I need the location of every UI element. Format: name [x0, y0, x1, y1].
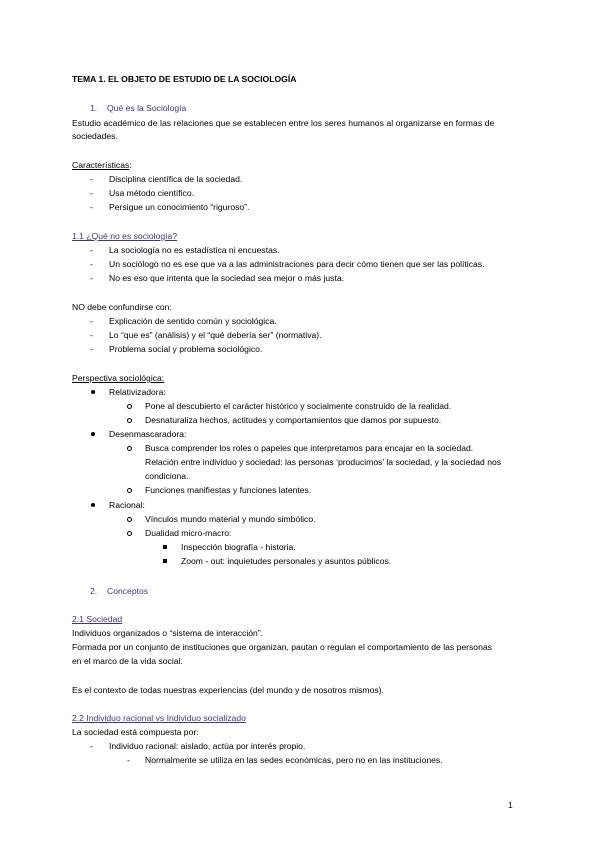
racional-label: Racional: — [109, 500, 145, 510]
desenmascaradora-label: Desenmascaradora: — [109, 429, 187, 439]
sociedad-line-1: Individuos organizados o “sistema de interacción”. — [72, 628, 264, 638]
bullet-dot-icon — [91, 503, 95, 507]
caracteristicas-heading — [72, 160, 132, 171]
desenmascaradora-item-2: Funciones manifiestas y funciones latentes. — [145, 485, 312, 495]
desenmascaradora-item-line-3: condiciona. — [145, 471, 189, 481]
relativizadora-item: Pone al descubierto el carácter histórico y socialmente construido de la realidad. — [145, 401, 452, 411]
section-1-number: 1. — [90, 103, 98, 113]
sociology-definition-line-1: Estudio académico de las relaciones que se establecen entre los seres humanos al organizarse en formas de — [72, 118, 495, 128]
bullet-circle-icon — [127, 517, 132, 522]
no-es-item: No es eso que intenta que la sociedad sea mejor o más justa. — [109, 273, 345, 283]
confundir-item: Explicación de sentido común y sociológica. — [109, 316, 277, 326]
individuo-racional-item: Individuo racional: aislado, actúa por interés propio. — [109, 741, 306, 751]
dash-bullet: - — [90, 273, 93, 283]
bullet-dot-icon — [91, 432, 95, 436]
caracteristica-item: Persigue un conocimiento “riguroso”. — [109, 202, 250, 212]
racional-sub-item: Inspección biografía - historia. — [181, 542, 296, 552]
section-1-heading: Qué es la Sociología — [107, 103, 187, 113]
sociedad-line-2: Formada por un conjunto de instituciones que organizan, pautan o regulan el comportamiento de las personas — [72, 642, 492, 652]
page-number: 1 — [508, 800, 513, 810]
racional-sub-item: Zoom - out: inquietudes personales y asuntos públicos. — [181, 556, 392, 566]
dash-bullet: - — [90, 741, 93, 751]
relativizadora-item: Desnaturaliza hechos, actitudes y comportamientos que damos por supuesto. — [145, 415, 442, 425]
caracteristica-item: Disciplina científica de la sociedad. — [109, 174, 243, 184]
caracteristica-item: Usa método científico. — [109, 188, 195, 198]
no-es-item: La sociología no es estadística ni encuestas. — [109, 245, 280, 255]
bullet-square-icon — [163, 545, 167, 549]
desenmascaradora-item-line-2: Relación entre individuo y sociedad: las personas ‘producimos’ la sociedad, y la sociedad nos — [145, 457, 502, 467]
caracteristicas-heading-text: Características — [72, 160, 130, 170]
bullet-circle-icon — [127, 418, 132, 423]
dash-bullet: - — [90, 344, 93, 354]
dash-bullet: - — [90, 259, 93, 269]
caracteristicas-colon: : — [129, 160, 132, 170]
bullet-circle-icon — [127, 404, 132, 409]
individuo-racional-sub-item: Normalmente se utiliza en las sedes económicas, pero no en las instituciones. — [145, 755, 443, 765]
bullet-circle-icon — [127, 488, 132, 493]
confundir-item: Lo “que es” (análisis) y el “qué debería ser” (normativa). — [109, 330, 322, 340]
dash-bullet: - — [127, 755, 130, 765]
dash-bullet: - — [90, 245, 93, 255]
perspectiva-heading: Perspectiva sociológica: — [72, 373, 165, 383]
sociedad-compuesta-intro: La sociedad está compuesta por: — [72, 727, 199, 737]
bullet-dot-icon — [91, 390, 95, 394]
dash-bullet: - — [90, 316, 93, 326]
bullet-circle-icon — [127, 531, 132, 536]
racional-item-2: Dualidad micro-macro: — [145, 528, 232, 538]
sociology-definition-line-2: sociedades. — [72, 131, 118, 141]
section-2-number: 2. — [90, 586, 98, 596]
relativizadora-label: Relativizadora: — [109, 387, 166, 397]
bullet-circle-icon — [127, 446, 132, 451]
dash-bullet: - — [90, 330, 93, 340]
confundir-heading: NO debe confundirse con: — [72, 302, 172, 312]
section-2-2-heading: 2.2 Individuo racional vs Individuo socializado — [72, 713, 246, 723]
no-es-item: Un sociólogo no es ese que va a las administraciones para decir cómo tienen que ser las políticas. — [109, 259, 485, 269]
document-title: TEMA 1. EL OBJETO DE ESTUDIO DE LA SOCIOLOGÍA — [72, 74, 297, 84]
section-1-1-heading: 1.1 ¿Qué no es sociología? — [72, 231, 178, 241]
sociedad-line-4: Es el contexto de todas nuestras experiencias (del mundo y de nosotros mismos). — [72, 685, 384, 695]
racional-item-1: Vínculos mundo material y mundo simbólico. — [145, 514, 316, 524]
section-2-heading: Conceptos — [107, 586, 149, 596]
section-2-1-heading: 2.1 Sociedad — [72, 614, 123, 624]
dash-bullet: - — [90, 188, 93, 198]
dash-bullet: - — [90, 174, 93, 184]
confundir-item: Problema social y problema sociológico. — [109, 344, 263, 354]
dash-bullet: - — [90, 202, 93, 212]
desenmascaradora-item-line-1: Busca comprender los roles o papeles que interpretamos para encajar en la sociedad. — [145, 443, 474, 453]
sociedad-line-3: en el marco de la vida social. — [72, 656, 183, 666]
bullet-square-icon — [163, 559, 167, 563]
